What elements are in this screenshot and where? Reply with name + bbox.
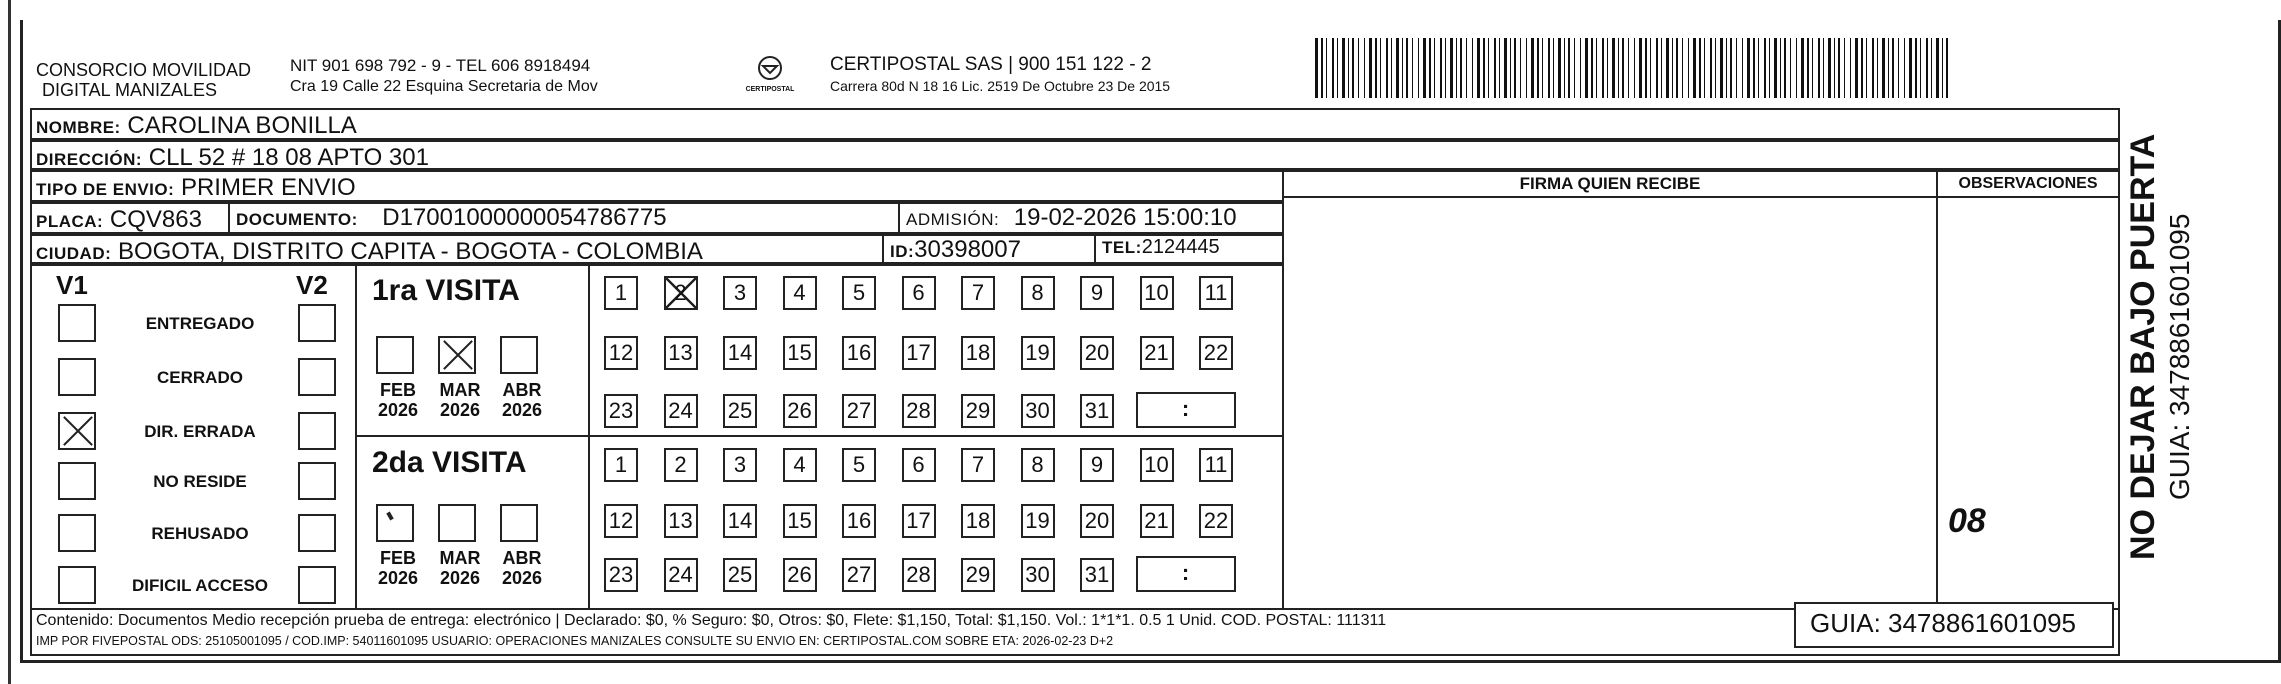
barcode-bar [1676,38,1678,98]
day-box[interactable]: 30 [1021,394,1055,428]
barcode-bar [1747,38,1750,98]
day-box[interactable]: 31 [1080,558,1114,592]
day-box[interactable]: 28 [902,558,936,592]
barcode-bar [1514,38,1516,98]
month-year: 2026 [377,568,419,588]
v2-label: V2 [296,270,328,300]
barcode-bar [1574,38,1575,98]
barcode-bar [1402,38,1403,98]
barcode-bar [1510,38,1511,98]
day-box[interactable]: 2 [664,276,698,310]
barcode-bar [1634,38,1635,98]
documento-cell [228,204,906,232]
month-year: 2026 [377,400,419,420]
day-box[interactable]: 6 [902,276,936,310]
v2-checkbox[interactable] [298,514,336,552]
barcode-bar [1645,38,1647,98]
day-box[interactable]: 10 [1140,276,1174,310]
barcode-bar [1661,38,1662,98]
month-checkbox[interactable] [438,504,476,542]
barcode [1315,38,1955,98]
day-box[interactable]: 22 [1199,336,1233,370]
barcode-bar [1838,38,1840,98]
barcode-bar [1693,38,1696,98]
barcode-bar [1720,38,1723,98]
barcode-bar [1823,38,1824,98]
barcode-bar [1909,38,1912,98]
barcode-bar [1915,38,1917,98]
company-address: Cra 19 Calle 22 Esquina Secretaria de Mov [290,78,598,95]
barcode-bar [1332,38,1334,98]
company-name-line1: CONSORCIO MOVILIDAD [36,60,252,80]
barcode-bar [1456,38,1457,98]
month-year: 2026 [439,400,481,420]
day-box[interactable]: 24 [664,558,698,592]
barcode-bar [1812,38,1813,98]
month-name: ABR [502,548,542,568]
admision-cell [898,204,1290,232]
barcode-bar [1877,38,1878,98]
tipo-value: PRIMER ENVIO [180,174,356,201]
barcode-bar [1542,38,1543,98]
barcode-bar [1460,38,1462,98]
day-box[interactable]: 8 [1021,276,1055,310]
barcode-bar [1807,38,1809,98]
day-box[interactable]: 29 [961,394,995,428]
day-box[interactable]: 20 [1080,336,1114,370]
barcode-bar [1591,38,1593,98]
barcode-bar [1391,38,1392,98]
barcode-bar [1418,38,1419,98]
day-box[interactable]: 19 [1021,336,1055,370]
barcode-bar [1639,38,1642,98]
barcode-bar [1844,38,1845,98]
barcode-bar [1618,38,1619,98]
admision-label: ADMISIÓN: [906,210,1000,229]
day-box[interactable]: 14 [723,336,757,370]
day-box[interactable]: 12 [604,504,638,538]
barcode-bar [1396,38,1399,98]
day-box[interactable]: 30 [1021,558,1055,592]
barcode-bar [1326,38,1327,98]
barcode-bar [1888,38,1889,98]
v1-checkbox[interactable] [58,514,96,552]
v1-label: V1 [56,270,88,300]
day-box[interactable]: 22 [1199,504,1233,538]
barcode-bar [1742,38,1743,98]
barcode-bar [1423,38,1426,98]
barcode-bar [1801,38,1804,98]
barcode-bar [1699,38,1701,98]
month-checkbox[interactable] [438,336,476,374]
day-box[interactable]: 9 [1080,276,1114,310]
day-box[interactable]: 4 [783,276,817,310]
observation-mark: 08 [1948,502,1986,540]
side-warning: NO DEJAR BAJO PUERTA [2124,133,2162,560]
barcode-bar [1434,38,1435,98]
second-visit-title: 2da VISITA [372,446,527,479]
barcode-bar [1790,38,1791,98]
day-box[interactable]: 13 [664,504,698,538]
barcode-bar [1348,38,1349,98]
company-nit: NIT 901 698 792 - 9 - TEL 606 8918494 [290,56,591,75]
barcode-bar [1861,38,1863,98]
barcode-bar [1352,38,1354,98]
carrier-name: CERTIPOSTAL SAS | 900 151 122 - 2 [830,54,1152,75]
barcode-bar [1548,38,1550,98]
barcode-bar [1369,38,1372,98]
calendar-divider [588,264,590,610]
time-box[interactable]: : [1136,392,1236,428]
barcode-bar [1494,38,1496,98]
month-label [496,548,548,588]
barcode-bar [1375,38,1377,98]
day-box[interactable]: 7 [961,276,995,310]
barcode-bar [1580,38,1581,98]
firma-label: FIRMA QUIEN RECIBE [1284,172,1936,198]
company-name-line2: DIGITAL MANIZALES [42,80,218,100]
day-box[interactable]: 16 [842,336,876,370]
barcode-bar [1818,38,1820,98]
day-box[interactable]: 9 [1080,448,1114,482]
status-label: ENTREGADO [145,314,255,333]
day-box[interactable]: 7 [961,448,995,482]
day-box[interactable]: 23 [604,558,638,592]
certipostal-logo [740,55,800,95]
barcode-bar [1499,38,1500,98]
day-box[interactable]: 4 [783,448,817,482]
barcode-bar [1472,38,1473,98]
day-box[interactable]: 3 [723,276,757,310]
status-label: DIR. ERRADA [144,422,256,441]
barcode-bar [1726,38,1727,98]
day-box[interactable]: 31 [1080,394,1114,428]
barcode-bar [1650,38,1651,98]
day-box[interactable]: 14 [723,504,757,538]
status-label: CERRADO [157,368,243,387]
month-name: MAR [439,548,481,568]
day-box[interactable]: 16 [842,504,876,538]
barcode-bar [1753,38,1755,98]
logo-text: CERTIPOSTAL [745,86,795,93]
month-checkbox[interactable] [500,336,538,374]
barcode-bar [1358,38,1359,98]
status-label: NO RESIDE [153,472,247,491]
barcode-bar [1898,38,1899,98]
barcode-bar [1342,38,1345,98]
barcode-bar [1866,38,1867,98]
barcode-bar [1882,38,1885,98]
status-label: REHUSADO [151,524,249,543]
status-label: DIFICIL ACCESO [131,576,268,595]
barcode-bar [1936,38,1939,98]
barcode-bar [1628,38,1629,98]
month-name: FEB [380,548,416,568]
day-box[interactable]: 1 [604,448,638,482]
barcode-bar [1834,38,1835,98]
day-box[interactable]: 5 [842,448,876,482]
month-year: 2026 [501,568,543,588]
tipo-row [30,170,1284,202]
barcode-bar [1904,38,1905,98]
day-box[interactable]: 29 [961,558,995,592]
month-checkbox[interactable] [376,336,414,374]
barcode-bar [1406,38,1408,98]
day-box[interactable]: 17 [902,336,936,370]
barcode-bar [1828,38,1831,98]
barcode-bar [1764,38,1766,98]
barcode-bar [1666,38,1669,98]
v1-checkbox[interactable] [58,304,96,342]
day-box[interactable]: 1 [604,276,638,310]
day-box[interactable]: 21 [1140,336,1174,370]
tipo-label: TIPO DE ENVIO: [36,180,175,199]
barcode-bar [1850,38,1851,98]
barcode-bar [1784,38,1786,98]
barcode-bar [1607,38,1608,98]
day-box[interactable]: 5 [842,276,876,310]
v2-checkbox[interactable] [298,412,336,450]
nombre-row [30,108,2120,140]
day-box[interactable]: 3 [723,448,757,482]
barcode-bar [1364,38,1365,98]
direccion-row [30,140,2120,170]
direccion-value: CLL 52 # 18 08 APTO 301 [148,144,429,170]
barcode-bar [1596,38,1597,98]
day-box[interactable]: 25 [723,394,757,428]
month-label [496,380,548,420]
day-box[interactable]: 15 [783,336,817,370]
placa-value: CQV863 [109,206,202,233]
direccion-label: DIRECCIÓN: [36,150,143,169]
tel-value: 2124445 [1141,236,1220,258]
placa-label: PLACA: [36,212,104,231]
day-box[interactable]: 28 [902,394,936,428]
v1-checkbox[interactable] [58,462,96,500]
barcode-bar [1412,38,1413,98]
month-checkbox[interactable] [500,504,538,542]
day-box[interactable]: 12 [604,336,638,370]
id-cell [882,236,1100,262]
barcode-bar [1483,38,1485,98]
barcode-bar [1568,38,1570,98]
barcode-bar [1715,38,1716,98]
barcode-bar [1796,38,1797,98]
month-label [434,548,486,588]
id-label: ID: [890,242,915,261]
status-divider [355,264,357,610]
barcode-bar [1704,38,1705,98]
day-box[interactable]: 27 [842,394,876,428]
month-year: 2026 [501,400,543,420]
day-box[interactable]: 11 [1199,276,1233,310]
month-year: 2026 [439,568,481,588]
day-box[interactable]: 23 [604,394,638,428]
barcode-bar [1942,38,1943,98]
barcode-bar [1920,38,1921,98]
day-box[interactable]: 11 [1199,448,1233,482]
barcode-bar [1736,38,1737,98]
barcode-bar [1780,38,1781,98]
barcode-bar [1622,38,1624,98]
contenido-text: Contenido: Documentos Medio recepción prueba de entrega: electrónico | Declarado: $0, % Seguro: $0, Otros: $0, Flete: $1,150, Total: $1,150. Vol.: 1*1*1. 0.5 1 Unid. COD. POSTAL: 111311 [36,612,1387,629]
v2-checkbox[interactable] [298,462,336,500]
day-box[interactable]: 21 [1140,504,1174,538]
barcode-bar [1450,38,1453,98]
id-value: 30398007 [914,236,1021,263]
observaciones-box [1936,170,2120,610]
barcode-bar [1710,38,1712,98]
barcode-bar [1585,38,1588,98]
documento-value: D17001000000054786775 [382,204,667,231]
barcode-bar [1872,38,1874,98]
ciudad-label: CIUDAD: [36,244,112,263]
barcode-bar [1537,38,1539,98]
left-edge-line [8,0,11,684]
barcode-bar [1602,38,1604,98]
nombre-label: NOMBRE: [36,118,121,137]
barcode-bar [1769,38,1770,98]
first-visit-title: 1ra VISITA [372,274,520,307]
barcode-bar [1315,38,1318,98]
time-box[interactable]: : [1136,556,1236,592]
barcode-bar [1564,38,1565,98]
visits-divider [355,435,1284,437]
barcode-bar [1892,38,1894,98]
month-label [372,380,424,420]
barcode-bar [1682,38,1683,98]
v1-checkbox[interactable] [58,412,96,450]
day-box[interactable]: 18 [961,504,995,538]
month-name: FEB [380,380,416,400]
barcode-bar [1488,38,1489,98]
day-box[interactable]: 27 [842,558,876,592]
barcode-bar [1926,38,1928,98]
barcode-bar [1380,38,1381,98]
nombre-value: CAROLINA BONILLA [127,112,357,139]
day-box[interactable]: 26 [783,394,817,428]
barcode-bar [1612,38,1615,98]
day-box[interactable]: 26 [783,558,817,592]
documento-label: DOCUMENTO: [236,210,358,229]
barcode-bar [1526,38,1527,98]
barcode-bar [1429,38,1431,98]
admision-value: 19-02-2026 15:00:10 [1013,204,1237,231]
firma-box [1282,170,1938,610]
day-box[interactable]: 2 [664,448,698,482]
month-name: ABR [502,380,542,400]
barcode-bar [1386,38,1388,98]
day-box[interactable]: 15 [783,504,817,538]
barcode-bar [1477,38,1480,98]
barcode-bar [1520,38,1521,98]
v1-checkbox[interactable] [58,358,96,396]
month-label [434,380,486,420]
barcode-bar [1321,38,1323,98]
observaciones-label: OBSERVACIONES [1938,172,2118,198]
day-box[interactable]: 6 [902,448,936,482]
footer-guia: GUIA: 3478861601095 [1810,608,2076,638]
tel-label: TEL: [1102,238,1142,257]
v1-checkbox[interactable] [58,566,96,604]
day-box[interactable]: 13 [664,336,698,370]
barcode-bar [1440,38,1442,98]
side-guia: GUIA: 3478861601095 [2164,213,2195,500]
barcode-bar [1688,38,1689,98]
barcode-bar [1672,38,1673,98]
barcode-bar [1758,38,1759,98]
imp-text: IMP POR FIVEPOSTAL ODS: 25105001095 / COD.IMP: 54011601095 USUARIO: OPERACIONES MANIZALES CONSULTE SU ENVIO EN: CERTIPOSTAL.COM SOBRE ETA: 2026-02-23 D+2 [36,634,1114,648]
carrier-address: Carrera 80d N 18 16 Lic. 2519 De Octubre 23 De 2015 [830,78,1171,94]
v2-checkbox[interactable] [298,566,336,604]
barcode-bar [1558,38,1561,98]
barcode-bar [1855,38,1858,98]
barcode-bar [1466,38,1467,98]
barcode-bar [1337,38,1338,98]
day-box[interactable]: 24 [664,394,698,428]
v2-checkbox[interactable] [298,358,336,396]
barcode-bar [1531,38,1534,98]
barcode-bar [1730,38,1732,98]
month-name: MAR [439,380,481,400]
barcode-bar [1553,38,1554,98]
day-box[interactable]: 18 [961,336,995,370]
barcode-bar [1946,38,1948,98]
day-box[interactable]: 8 [1021,448,1055,482]
tel-cell [1094,236,1290,262]
certipostal-logo-icon [755,55,785,81]
v2-checkbox[interactable] [298,304,336,342]
month-label [372,548,424,588]
barcode-bar [1445,38,1446,98]
day-box[interactable]: 17 [902,504,936,538]
month-checkbox[interactable] [376,504,414,542]
day-box[interactable]: 19 [1021,504,1055,538]
barcode-bar [1931,38,1932,98]
day-box[interactable]: 20 [1080,504,1114,538]
barcode-bar [1504,38,1507,98]
barcode-bar [1774,38,1777,98]
day-box[interactable]: 25 [723,558,757,592]
day-box[interactable]: 10 [1140,448,1174,482]
barcode-bar [1656,38,1658,98]
ciudad-value: BOGOTA, DISTRITO CAPITA - BOGOTA - COLOMBIA [117,238,703,264]
